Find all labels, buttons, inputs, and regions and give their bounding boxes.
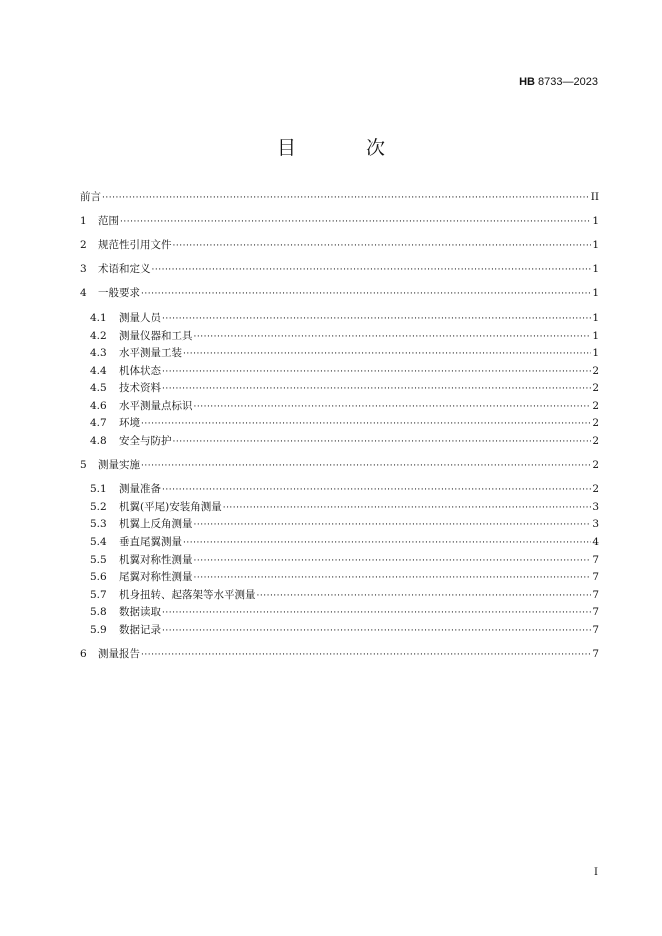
toc-entry-page: 2 [592, 400, 599, 412]
toc-entry[interactable] [90, 346, 599, 360]
standard-code-number: 8733—2023 [538, 76, 598, 88]
toc-leader-dots [173, 435, 592, 449]
toc-entry-label: 测量报告 [98, 648, 140, 660]
toc-leader-dots [183, 347, 591, 361]
toc-entry-label: 水平测量工装 [119, 347, 182, 359]
toc-entry-label: 术语和定义 [98, 263, 151, 275]
toc-entry[interactable] [90, 535, 599, 549]
toc-entry-number: 5.9 [90, 624, 107, 636]
toc-entry-label: 一般要求 [98, 287, 140, 299]
toc-entry-number: 5.8 [90, 606, 107, 618]
toc-leader-dots [102, 191, 590, 205]
toc-entry-page: 1 [592, 215, 599, 227]
toc-entry[interactable] [90, 517, 599, 531]
toc-entry-page: 2 [592, 435, 599, 447]
toc-leader-dots [162, 483, 591, 497]
toc-entry-page: 7 [592, 554, 599, 566]
toc-entry-label: 安全与防护 [119, 435, 172, 447]
toc-leader-dots [223, 501, 592, 515]
toc-entry[interactable] [90, 311, 599, 325]
toc-entry-page: 2 [592, 417, 599, 429]
toc-entry-page: 7 [592, 624, 599, 636]
toc-leader-dots [194, 400, 592, 414]
toc-entry-label: 规范性引用文件 [98, 239, 172, 251]
toc-entry-number: 5.7 [90, 589, 107, 601]
toc-entry[interactable] [90, 482, 599, 496]
toc-entry-number: 4.4 [90, 365, 107, 377]
toc-entry-page: 2 [592, 459, 599, 471]
toc-entry-label: 数据读取 [119, 606, 161, 618]
toc-entry-page: 2 [592, 382, 599, 394]
standard-code [519, 76, 598, 88]
toc-entry-label: 测量准备 [119, 483, 161, 495]
toc-entry-number: 4.5 [90, 382, 107, 394]
toc-entry[interactable] [90, 416, 599, 430]
toc-entry-label: 测量实施 [98, 459, 140, 471]
toc-entry[interactable] [90, 381, 599, 395]
toc-entry-page: 1 [592, 263, 599, 275]
toc-entry-label: 范围 [98, 215, 119, 227]
toc-entry-page: II [590, 191, 599, 203]
toc-entry-number: 4.2 [90, 330, 107, 342]
toc-leader-dots [257, 589, 592, 603]
page-number: I [594, 867, 598, 878]
toc-entry-label: 机翼(平尾)安装角测量 [119, 501, 222, 513]
toc-entry[interactable] [90, 588, 599, 602]
toc-entry[interactable] [90, 500, 599, 514]
toc-entry[interactable] [90, 329, 599, 343]
toc-entry-page: 7 [592, 606, 599, 618]
toc-entry[interactable] [80, 238, 599, 252]
toc-entry-page: 1 [592, 312, 599, 324]
toc-leader-dots [152, 263, 592, 277]
toc-leader-dots [183, 536, 591, 550]
toc-entry-label: 垂直尾翼测量 [119, 536, 182, 548]
toc-entry-number: 5.1 [90, 483, 107, 495]
toc-leader-dots [141, 287, 591, 301]
page-title: 目 次 [276, 137, 418, 159]
toc-entry-label: 测量仪器和工具 [119, 330, 193, 342]
toc-entry-label: 机身扭转、起落架等水平测量 [119, 589, 256, 601]
toc-leader-dots [141, 417, 591, 431]
toc-entry-number: 6 [80, 648, 87, 660]
toc-entry[interactable] [90, 623, 599, 637]
toc-entry-page: 2 [592, 483, 599, 495]
toc-entry-number: 5 [80, 459, 87, 471]
toc-entry-page: 3 [592, 501, 599, 513]
toc-entry-number: 5.4 [90, 536, 107, 548]
standard-code-prefix: HB [519, 76, 535, 88]
toc-entry[interactable] [80, 647, 599, 661]
toc-entry-label: 技术资料 [119, 382, 161, 394]
toc-entry-page: 1 [592, 239, 599, 251]
toc-entry-number: 4.7 [90, 417, 107, 429]
toc-entry-number: 2 [80, 239, 87, 251]
toc-leader-dots [194, 571, 592, 585]
toc-entry-label: 机体状态 [119, 365, 161, 377]
toc-leader-dots [162, 624, 591, 638]
toc-entry-page: 3 [592, 518, 599, 530]
toc-leader-dots [162, 312, 591, 326]
toc-leader-dots [194, 518, 592, 532]
toc-leader-dots [173, 239, 592, 253]
toc-entry-number: 5.5 [90, 554, 107, 566]
toc-leader-dots [141, 648, 591, 662]
toc-leader-dots [162, 365, 591, 379]
toc-entry-number: 4.1 [90, 312, 107, 324]
toc-entry[interactable] [90, 399, 599, 413]
toc-entry-number: 4.8 [90, 435, 107, 447]
toc-entry[interactable] [90, 364, 599, 378]
toc-entry[interactable] [80, 262, 599, 276]
toc-entry-number: 4.3 [90, 347, 107, 359]
toc-entry-page: 1 [592, 330, 599, 342]
toc-entry-page: 2 [592, 365, 599, 377]
toc-leader-dots [162, 382, 591, 396]
toc-entry[interactable] [90, 553, 599, 567]
toc-entry[interactable] [80, 458, 599, 472]
toc-entry-number: 5.6 [90, 571, 107, 583]
toc-entry-page: 7 [592, 648, 599, 660]
toc-entry-page: 1 [592, 347, 599, 359]
toc-entry-label: 前言 [80, 191, 101, 203]
toc-entry-number: 3 [80, 263, 87, 275]
toc-entry-page: 7 [592, 571, 599, 583]
toc-entry[interactable] [90, 434, 599, 448]
toc-leader-dots [194, 554, 592, 568]
toc-entry[interactable] [90, 605, 599, 619]
toc-entry-page: 1 [592, 287, 599, 299]
toc-entry-label: 尾翼对称性测量 [119, 571, 193, 583]
toc-entry-number: 4 [80, 287, 87, 299]
toc-entry[interactable] [90, 570, 599, 584]
toc-entry-label: 环境 [119, 417, 140, 429]
toc-entry-label: 机翼上反角测量 [119, 518, 193, 530]
toc-entry-number: 4.6 [90, 400, 107, 412]
toc-entry[interactable] [80, 190, 599, 204]
toc-leader-dots [141, 459, 591, 473]
toc-entry-label: 机翼对称性测量 [119, 554, 193, 566]
toc-entry-page: 7 [592, 589, 599, 601]
toc-entry-page: 4 [592, 536, 599, 548]
toc-entry[interactable] [80, 214, 599, 228]
toc-leader-dots [194, 330, 592, 344]
toc-entry-number: 5.2 [90, 501, 107, 513]
toc-entry-label: 数据记录 [119, 624, 161, 636]
toc-leader-dots [162, 606, 591, 620]
toc-entry-label: 测量人员 [119, 312, 161, 324]
toc-entry-label: 水平测量点标识 [119, 400, 193, 412]
toc-entry[interactable] [80, 286, 599, 300]
toc-entry-number: 1 [80, 215, 87, 227]
toc-leader-dots [120, 215, 591, 229]
toc-entry-number: 5.3 [90, 518, 107, 530]
